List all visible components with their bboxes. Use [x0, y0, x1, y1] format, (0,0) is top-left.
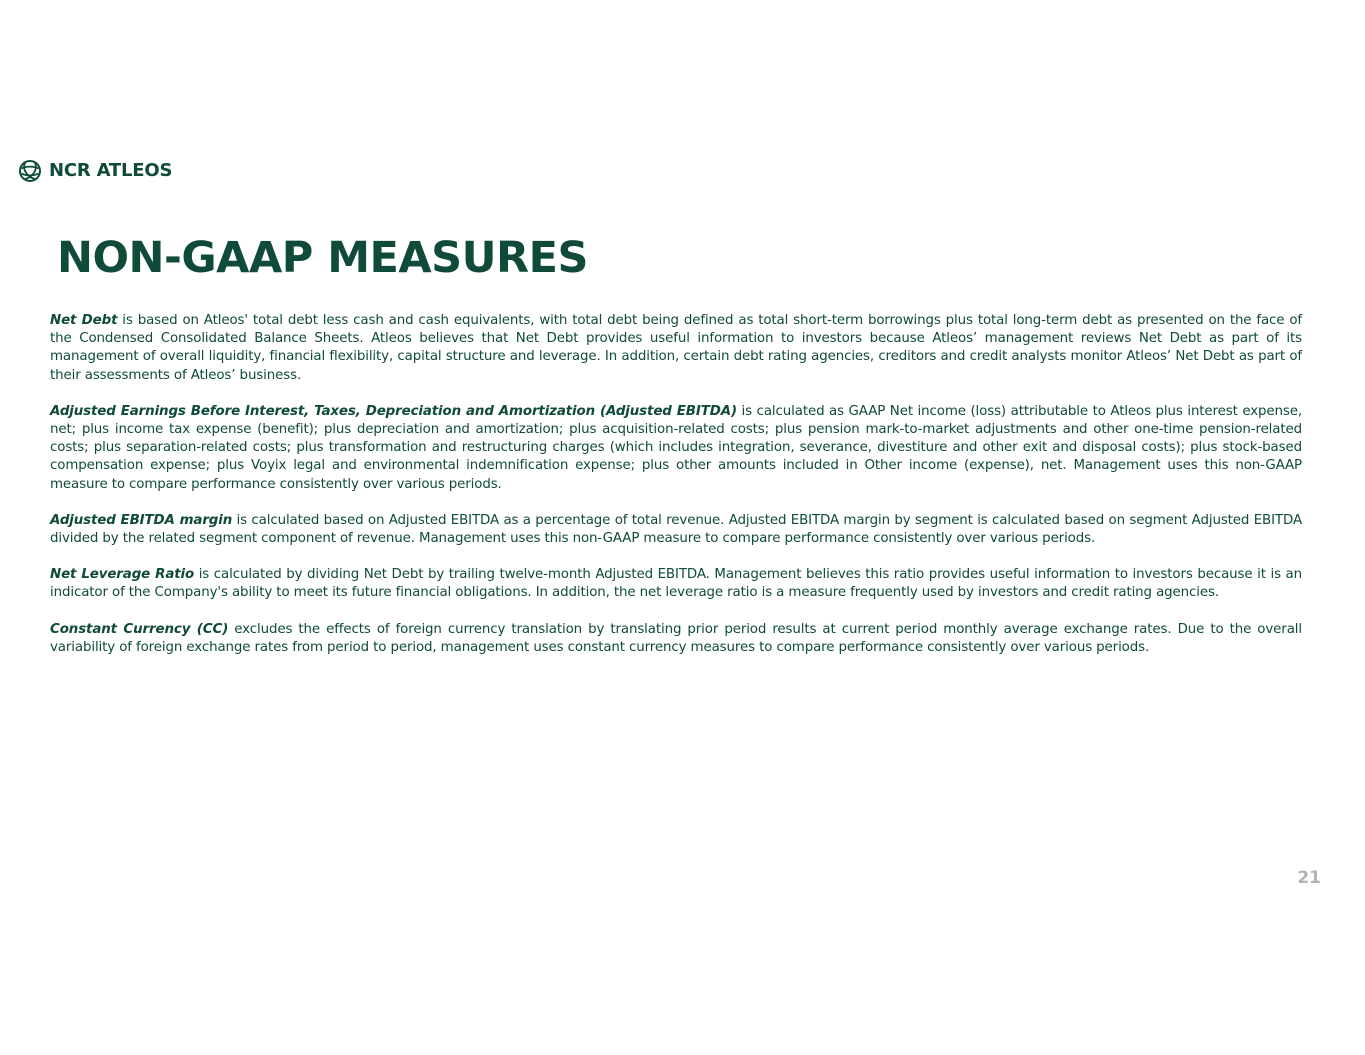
- definition-constant-currency: [50, 621, 1302, 657]
- company-logo: [18, 159, 172, 183]
- definition-term: Constant Currency (CC): [50, 621, 229, 637]
- page-number: 21: [1297, 868, 1321, 888]
- definition-term: Adjusted Earnings Before Interest, Taxes, Depreciation and Amortization (Adjusted EBITDA): [50, 403, 737, 419]
- logo-wordmark: NCR ATLEOS: [49, 160, 173, 181]
- definitions-list: [50, 312, 1302, 675]
- definition-term: Net Leverage Ratio: [50, 567, 195, 583]
- definition-net-debt: [50, 312, 1302, 385]
- definition-text: is calculated as GAAP Net income (loss) attributable to Atleos plus interest expense, net; plus income tax expense (benefit); plus depreciation and amortization; plus acquisition-related costs; plus pension mark-to-market adjustments and other one-time pension-related costs; plus separation-related costs; plus transformation and restructuring charges (which includes integration, severance, divestiture and other exit and disposal costs); plus stock-based compensation expense; plus Voyix legal and environmental indemnification expense; plus other amounts included in Other income (expense), net. Management uses this non-GAAP measure to compare performance consistently over various periods.: [50, 403, 1302, 492]
- definition-text: is calculated by dividing Net Debt by trailing twelve-month Adjusted EBITDA. Management believes this ratio provides useful information to investors because it is an indicator of the Company's ability to meet its future financial obligations. In addition, the net leverage ratio is a measure frequently used by investors and credit rating agencies.: [50, 567, 1302, 601]
- definition-net-leverage-ratio: [50, 566, 1302, 602]
- definition-text: excludes the effects of foreign currency translation by translating prior period results at current period monthly average exchange rates. Due to the overall variability of foreign exchange rates from period to period, management uses constant currency measures to compare performance consistently over various periods.: [50, 621, 1302, 655]
- definition-text: is calculated based on Adjusted EBITDA as a percentage of total revenue. Adjusted EBITDA margin by segment is calculated based on segment Adjusted EBITDA divided by the related segment component of revenue. Management uses this non-GAAP measure to compare performance consistently over various periods.: [50, 512, 1302, 547]
- page-title: NON-GAAP MEASURES: [57, 233, 588, 283]
- definition-text: is based on Atleos' total debt less cash and cash equivalents, with total debt being defined as total short-term borrowings plus total long-term debt as presented on the face of the Condensed Consolidated Balance Sheets. Atleos believes that Net Debt provides useful information to investors because Atleos’ management reviews Net Debt as part of its management of overall liquidity, financial flexibility, capital structure and leverage. In addition, certain debt rating agencies, creditors and credit analysts monitor Atleos’ Net Debt as part of their assessments of Atleos’ business.: [50, 313, 1302, 383]
- definition-adjusted-ebitda: [50, 403, 1302, 494]
- definition-term: Adjusted EBITDA margin: [50, 512, 233, 528]
- definition-adjusted-ebitda-margin: [50, 512, 1302, 548]
- definition-term: Net Debt: [50, 313, 118, 328]
- globe-icon: [18, 159, 42, 183]
